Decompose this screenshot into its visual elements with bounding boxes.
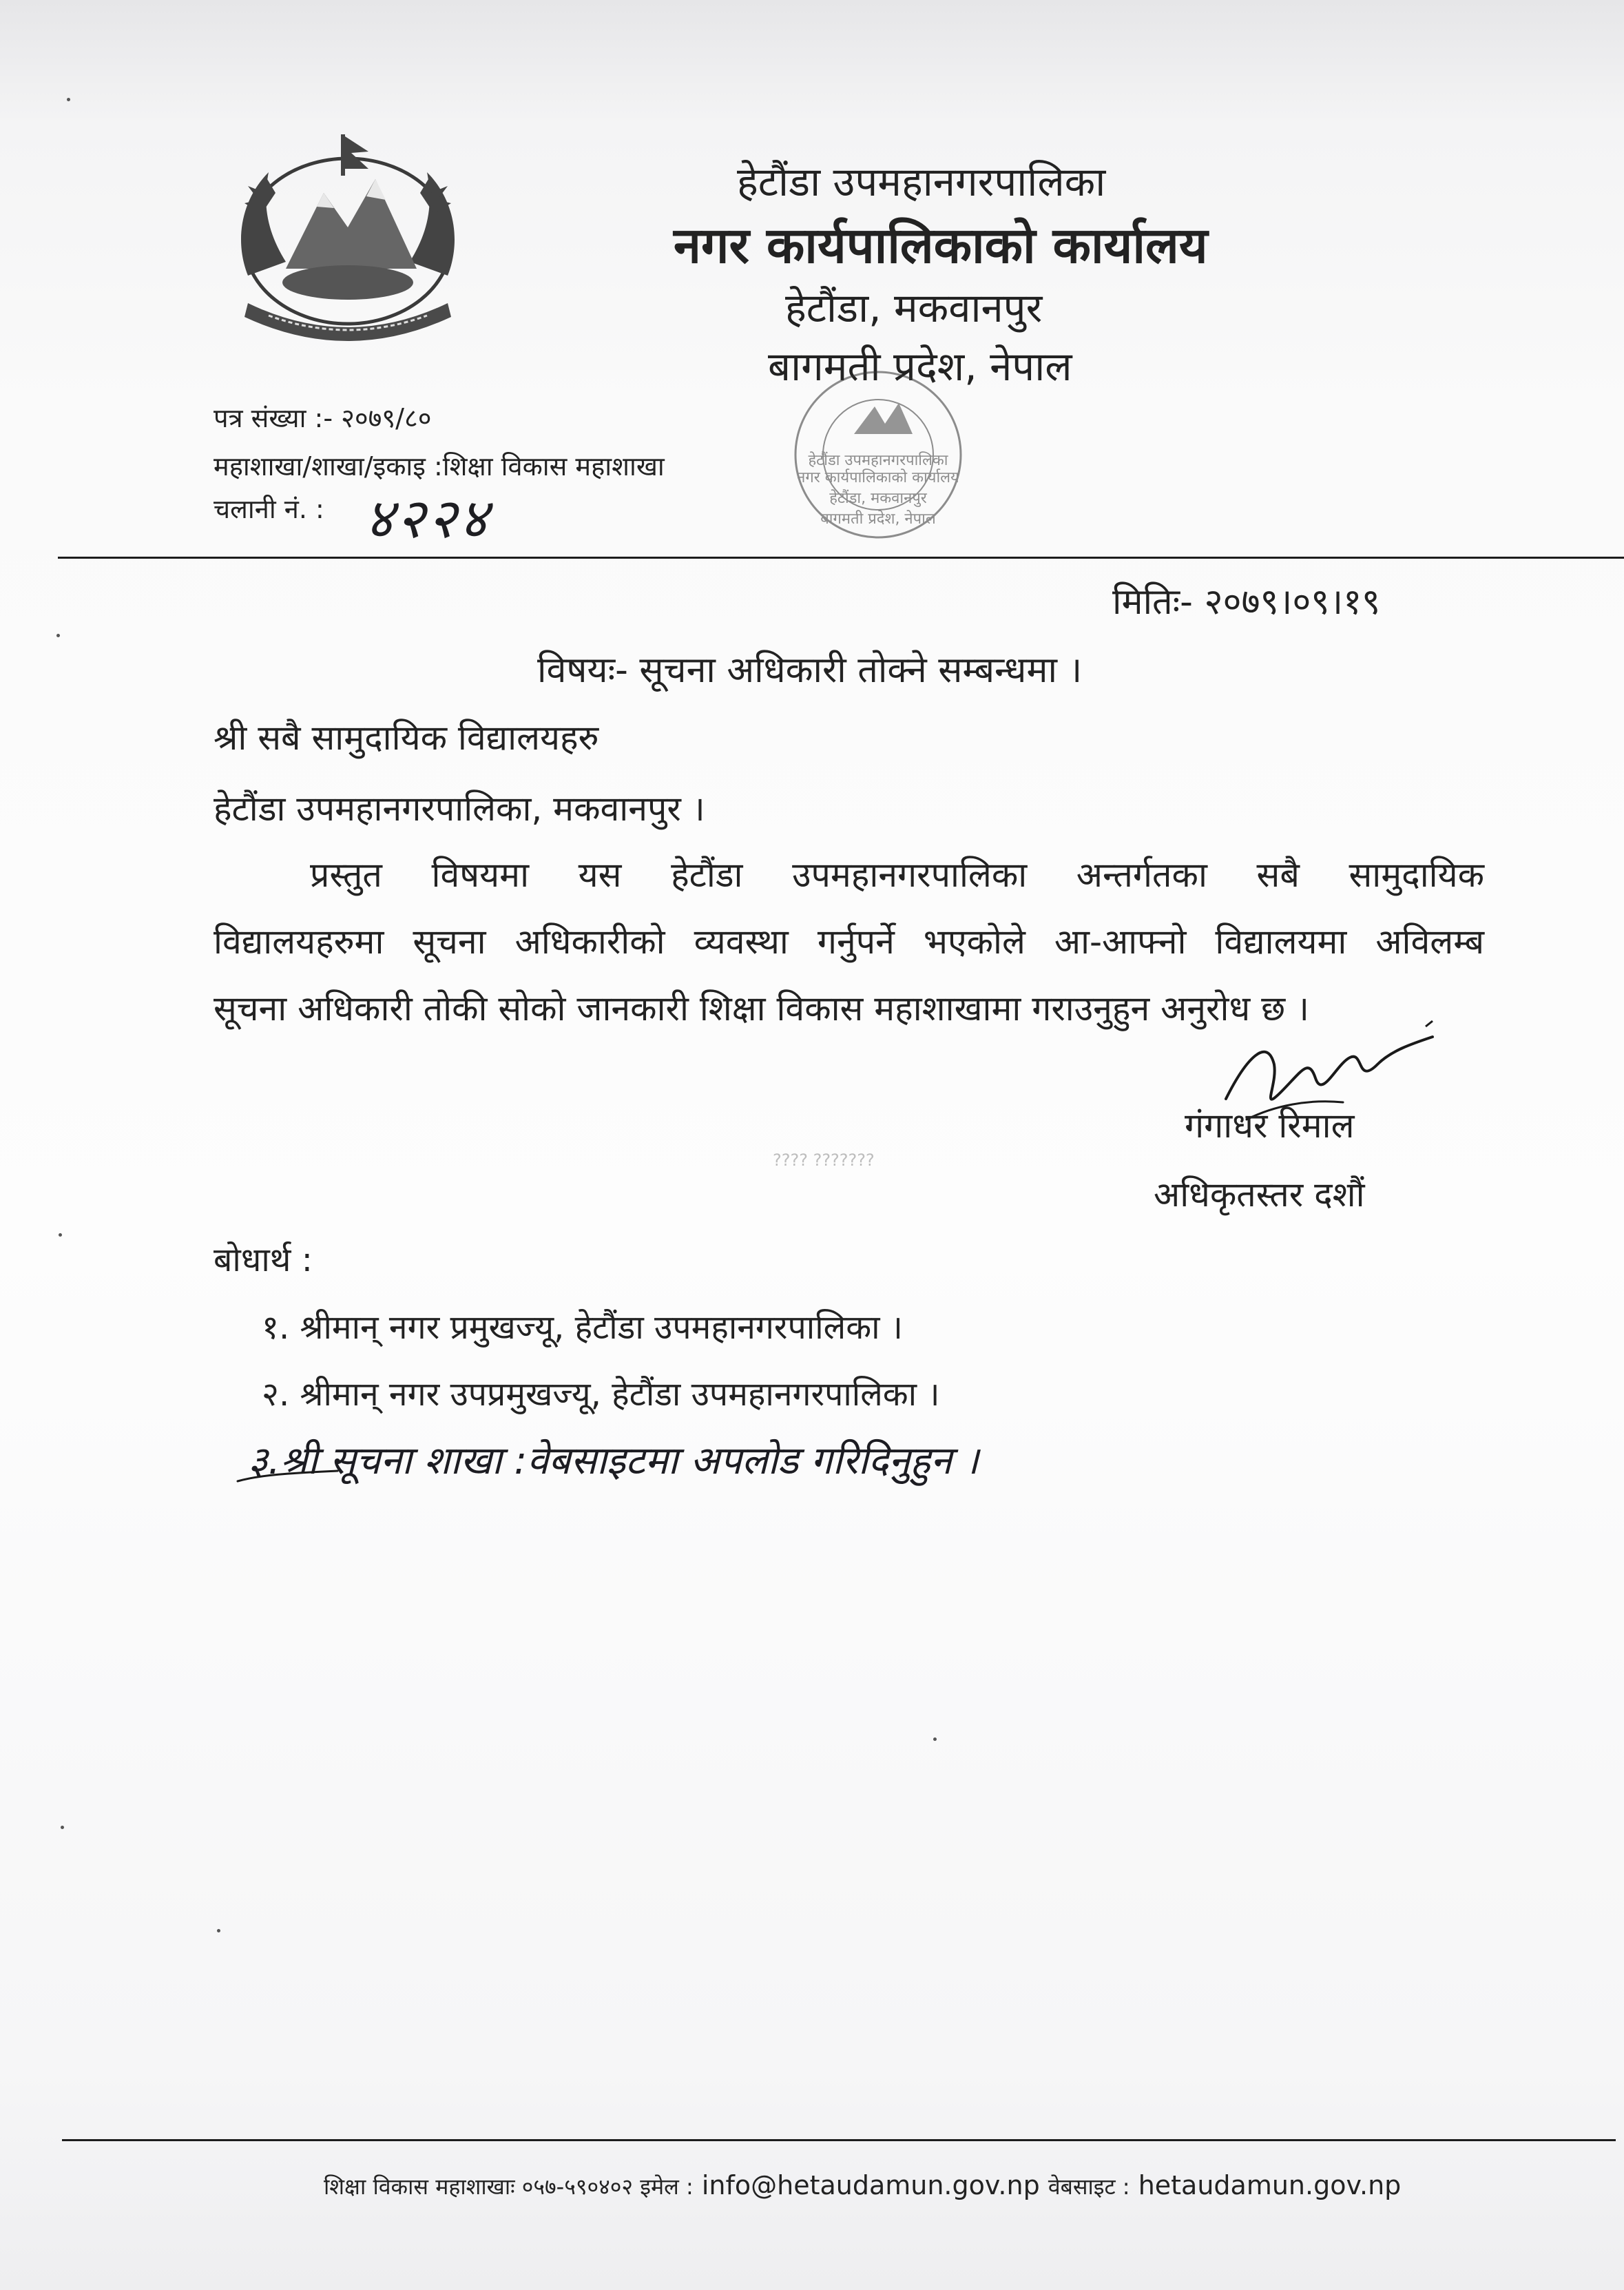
cc-item: २. श्रीमान् नगर उपप्रमुखज्यू, हेटौंडा उपमहानगरपालिका । <box>262 1375 940 1414</box>
signatory-title: अधिकृतस्तर दशौं <box>1154 1175 1365 1215</box>
dispatch-number-handwritten: ४२२४ <box>365 486 491 550</box>
signatory-name: गंगाधर रिमाल <box>1185 1106 1355 1146</box>
letter-number: पत्र संख्या :- २०७९/८० <box>214 403 432 433</box>
scan-speck <box>56 634 60 637</box>
footer-contact <box>324 2170 1401 2201</box>
footer-divider <box>62 2139 1616 2141</box>
scan-speck <box>217 1929 220 1932</box>
stamp-text-line3: हेटौंडा, मकवानपुर <box>829 490 927 507</box>
dispatch-label: चलानी नं. : <box>214 494 324 524</box>
nepal-emblem-icon <box>220 131 475 351</box>
header-divider <box>58 557 1624 559</box>
footer-website-label: वेबसाइट : <box>1048 2174 1130 2200</box>
office-address-city: हेटौंडा, मकवानपुर <box>785 285 1043 331</box>
scan-speck <box>933 1737 937 1741</box>
stamp-text-line1: हेटौंडा उपमहानगरपालिका <box>808 452 948 469</box>
body-line: सूचना अधिकारी तोकी सोको जानकारी शिक्षा विकास महाशाखामा गराउनुहुन अनुरोध छ । <box>214 989 1309 1029</box>
letter-date: मितिः- २०७९।०९।१९ <box>1112 581 1381 623</box>
cc-heading: बोधार्थ : <box>214 1241 313 1279</box>
footer-branch-phone: शिक्षा विकास महाशाखाः ०५७-५९०४०२ इमेल : <box>324 2174 694 2200</box>
office-name-line1: हेटौंडा उपमहानगरपालिका <box>737 158 1106 205</box>
scan-speck <box>61 1826 64 1829</box>
office-stamp-icon <box>764 358 992 551</box>
addressee-line2: हेटौंडा उपमहानगरपालिका, मकवानपुर । <box>214 789 705 829</box>
body-line: विद्यालयहरुमा सूचना अधिकारीको व्यवस्था गर्नुपर्ने भएकोले आ-आफ्नो विद्यालयमा अविलम्ब <box>214 922 1484 962</box>
body-line: प्रस्तुत विषयमा यस हेटौंडा उपमहानगरपालिका अन्तर्गतका सबै सामुदायिक <box>310 855 1484 895</box>
stamp-text-line4: बागमती प्रदेश, नेपाल <box>820 510 936 528</box>
faint-watermark: ???? ??????? <box>773 1151 875 1170</box>
office-address-province: बागमती प्रदेश, नेपाल <box>768 343 1072 390</box>
cc-item-handwritten: ३.श्री सूचना शाखा :वेबसाइटमा अपलोड गरिदिनुहुन । <box>248 1438 979 1483</box>
handwritten-underline-mark <box>234 1467 344 1488</box>
footer-email[interactable]: info@hetaudamun.gov.np <box>701 2170 1040 2200</box>
scan-speck <box>67 98 70 101</box>
department-line: महाशाखा/शाखा/इकाइ :शिक्षा विकास महाशाखा <box>214 451 665 482</box>
footer-website[interactable]: hetaudamun.gov.np <box>1138 2170 1402 2200</box>
letter-body <box>214 842 1484 1042</box>
letter-subject: विषयः- सूचना अधिकारी तोक्ने सम्बन्धमा । <box>537 650 1083 691</box>
addressee-line1: श्री सबै सामुदायिक विद्यालयहरु <box>214 718 599 758</box>
scan-speck <box>59 1233 62 1237</box>
office-name-line2: नगर कार्यपालिकाको कार्यालय <box>674 216 1208 274</box>
stamp-text-line2: नगर कार्यपालिकाको कार्यालय <box>797 469 959 486</box>
cc-item: १. श्रीमान् नगर प्रमुखज्यू, हेटौंडा उपमहानगरपालिका । <box>262 1308 903 1347</box>
